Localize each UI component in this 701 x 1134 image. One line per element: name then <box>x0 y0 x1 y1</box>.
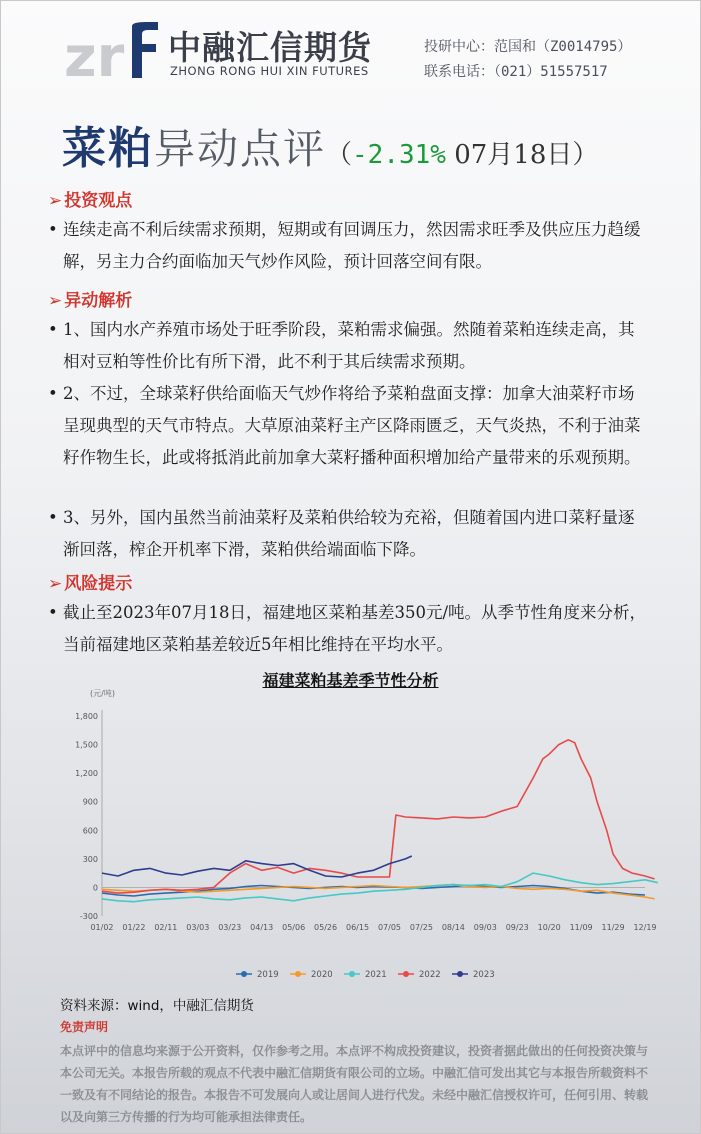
legend-marker-2020 <box>295 971 301 977</box>
analysis-item-3 <box>48 502 648 566</box>
y-tick-label: 1,800 <box>75 712 98 721</box>
x-tick-label: 11/29 <box>601 923 625 932</box>
y-tick-label: 900 <box>82 797 98 807</box>
y-tick-label: 600 <box>82 826 98 836</box>
x-tick-label: 03/23 <box>218 923 242 932</box>
section-heading-view <box>48 186 132 211</box>
analysis-heading-label: 异动解析 <box>64 291 133 311</box>
legend-marker-2022 <box>403 971 409 977</box>
analysis-text-3: 3、另外，国内虽然当前油菜籽及菜粕供给较为充裕，但随着国内进口菜籽量逐渐回落，榨企开机率下滑，菜粕供给端面临下降。 <box>63 508 635 559</box>
arrow-icon: ➢ <box>48 574 63 594</box>
x-tick-label: 03/03 <box>186 923 210 932</box>
y-tick-label: 300 <box>82 854 98 864</box>
title-subject: 异动点评 <box>154 125 326 173</box>
x-tick-label: 09/03 <box>473 923 497 932</box>
view-heading-label: 投资观点 <box>64 191 133 211</box>
svg-text:zr: zr <box>64 25 125 90</box>
legend-label-2020: 2020 <box>311 970 333 980</box>
analysis-text-1: 1、国内水产养殖市场处于旺季阶段，菜粕需求偏强。然随着菜粕连续走高，其相对豆粕等性价比有所下滑，此不利于其后续需求预期。 <box>63 320 635 371</box>
section-heading-analysis <box>48 286 132 311</box>
y-tick-label: 1,500 <box>75 740 98 750</box>
title-paren: （ <box>326 140 353 170</box>
y-axis-label: (元/吨) <box>90 689 115 698</box>
series-line-2022 <box>102 740 655 893</box>
bullet-icon: • <box>48 603 58 622</box>
x-tick-label: 07/25 <box>409 923 433 932</box>
title-change: -2.31% <box>352 140 446 170</box>
legend-label-2023: 2023 <box>473 970 495 980</box>
title-date: 07月18日） <box>445 140 599 170</box>
analysis-item-1 <box>48 314 648 378</box>
legend-label-2019: 2019 <box>257 970 279 980</box>
analysis-item-2 <box>48 378 648 474</box>
x-tick-label: 09/23 <box>505 923 529 932</box>
bullet-icon: • <box>48 320 58 339</box>
x-tick-label: 01/22 <box>122 923 146 932</box>
legend-marker-2019 <box>241 971 247 977</box>
x-tick-label: 06/15 <box>345 923 370 932</box>
view-paragraph <box>48 214 648 278</box>
x-tick-label: 08/14 <box>441 923 465 932</box>
risk-paragraph <box>48 597 648 661</box>
disclaimer-text: 本点评中的信息均来源于公开资料，仅作参考之用。本点评不构成投资建议，投资者据此做出的任何投资决策与本公司无关。本报告所载的观点不代表中融汇信期货有限公司的立场。中融汇信可发出其它与本报告所载资料不一致及有不同结论的报告。本报告不可发展向人或让居间人进行代发。未经中融汇信授权许可，任何引用、转载以及向第三方传播的行为均可能承担法律责任。 <box>60 1044 649 1124</box>
legend-label-2021: 2021 <box>365 970 387 980</box>
chart-title: 福建菜粕基差季节性分析 <box>262 671 439 690</box>
x-tick-label: 01/02 <box>90 923 114 932</box>
x-tick-label: 04/13 <box>250 923 274 932</box>
arrow-icon: ➢ <box>48 191 63 211</box>
basis-seasonal-chart <box>60 680 657 990</box>
x-tick-label: 07/05 <box>377 923 402 932</box>
bullet-icon: • <box>48 508 58 527</box>
legend-label-2022: 2022 <box>419 970 441 980</box>
logo-text-en: ZHONG RONG HUI XIN FUTURES <box>170 64 369 78</box>
analysis-text-2: 2、不过，全球菜籽供给面临天气炒作将给予菜粕盘面支撑：加拿大油菜籽市场呈现典型的天气市特点。大草原油菜籽主产区降雨匮乏，天气炎热，不利于油菜籽作物生长，此或将抵消此前加拿大菜籽播种面积增加给产量带来的乐观预期。 <box>63 384 641 467</box>
title-commodity: 菜粕 <box>62 123 154 174</box>
view-text: 连续走高不利后续需求预期，短期或有回调压力，然因需求旺季及供应压力趋缓解，另主力合约面临加天气炒作风险，预计回落空间有限。 <box>63 220 641 271</box>
legend-marker-2023 <box>457 971 463 977</box>
x-tick-label: 12/19 <box>633 923 657 932</box>
y-tick-label: 1,200 <box>75 769 98 779</box>
contact-phone: 联系电话：（021）51557517 <box>424 64 608 80</box>
x-tick-label: 05/06 <box>282 923 306 932</box>
x-tick-label: 05/26 <box>314 923 338 932</box>
logo-text-cn: 中融汇信期货 <box>168 28 372 67</box>
company-logo-icon <box>62 18 162 90</box>
risk-text: 截止至2023年07月18日，福建地区菜粕基差350元/吨。从季节性角度来分析，当前福建地区菜粕基差较近5年相比维持在平均水平。 <box>63 603 647 654</box>
source-note: 资料来源：wind，中融汇信期货 <box>60 998 254 1014</box>
disclaimer-title: 免责声明 <box>60 1020 109 1034</box>
arrow-icon: ➢ <box>48 291 63 311</box>
page-title <box>62 112 598 176</box>
risk-heading-label: 风险提示 <box>64 574 133 594</box>
contact-researcher: 投研中心：范国和（Z0014795） <box>424 39 632 55</box>
bullet-icon: • <box>48 384 58 403</box>
y-tick-label: -300 <box>79 912 98 921</box>
x-tick-label: 11/09 <box>569 923 593 932</box>
x-tick-label: 02/11 <box>154 923 178 932</box>
x-tick-label: 10/20 <box>537 923 561 932</box>
section-heading-risk <box>48 569 132 594</box>
y-tick-label: 0 <box>92 883 98 893</box>
series-line-2023 <box>102 856 412 877</box>
legend-marker-2021 <box>349 971 355 977</box>
bullet-icon: • <box>48 220 58 239</box>
